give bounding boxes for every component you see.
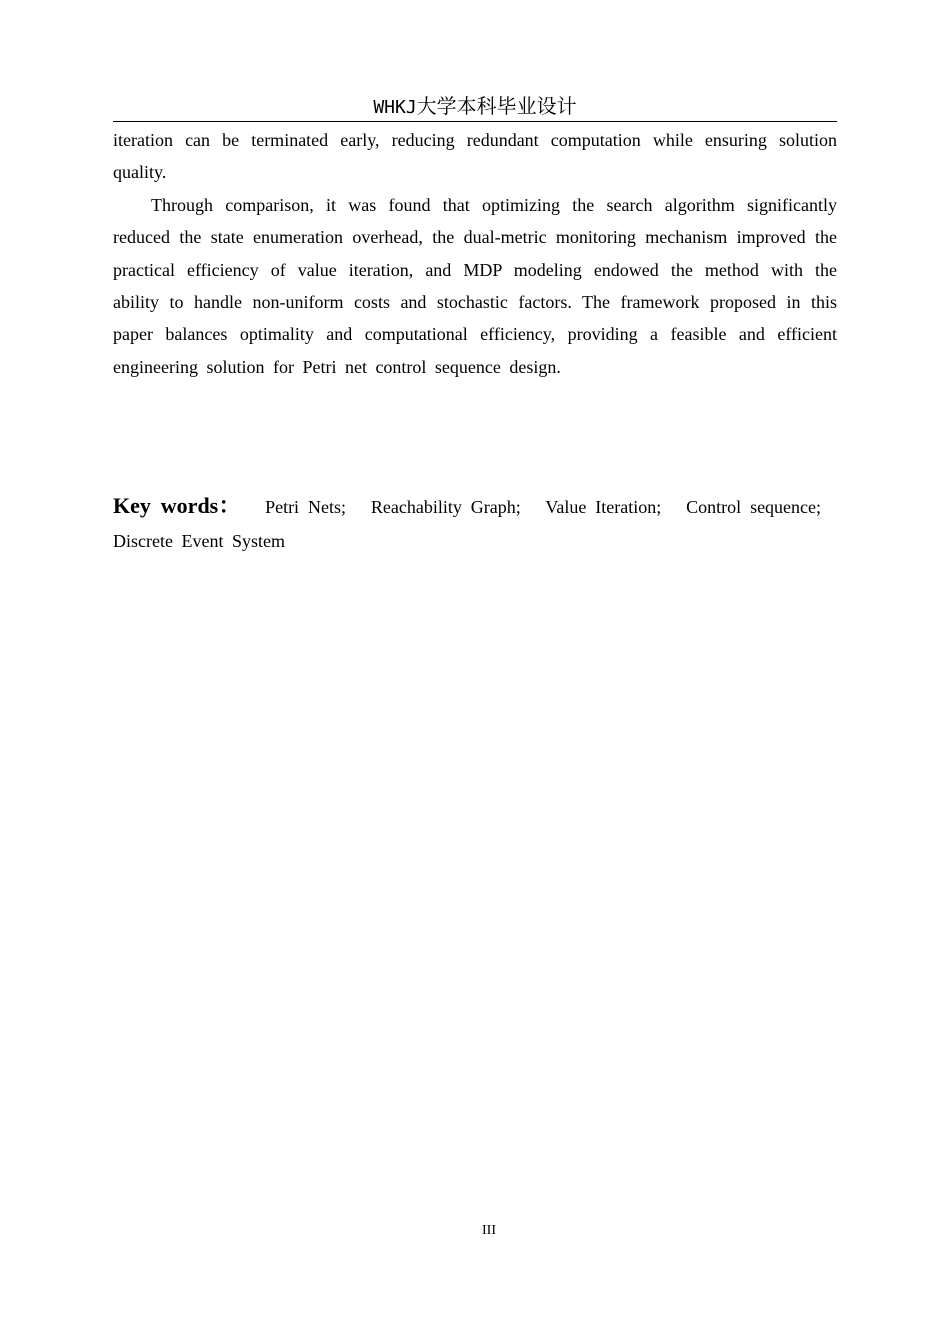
keywords-label: Key words： [113, 493, 242, 518]
keyword-item: Reachability Graph; [370, 497, 521, 517]
header-title [373, 94, 576, 118]
abstract-body [113, 124, 837, 383]
keyword-item: Petri Nets; [265, 497, 346, 517]
page-header [113, 92, 837, 122]
keyword-item: Value Iteration; [545, 497, 662, 517]
abstract-paragraph-2: Through comparison, it was found that optimizing the search algorithm significantly reduced the state enumeration overhead, the dual-metric monitoring mechanism improved the practical efficiency of value iteration, and MDP modeling endowed the method with the ability to handle non-uniform costs and stochastic factors. The framework proposed in this paper balances optimality and computational efficiency, providing a feasible and efficient engineering solution for Petri net control sequence design. [113, 194, 837, 377]
keywords-section [113, 489, 837, 558]
keyword-item: Control sequence; [686, 497, 822, 517]
header-title-chinese: 大学本科毕业设计 [416, 94, 577, 118]
keyword-item: Discrete Event System [113, 531, 285, 551]
header-title-latin: WHKJ [373, 97, 417, 118]
abstract-paragraph-1: iteration can be terminated early, reducing redundant computation while ensuring solution quality. [113, 130, 837, 183]
page-number: III [482, 1223, 496, 1238]
